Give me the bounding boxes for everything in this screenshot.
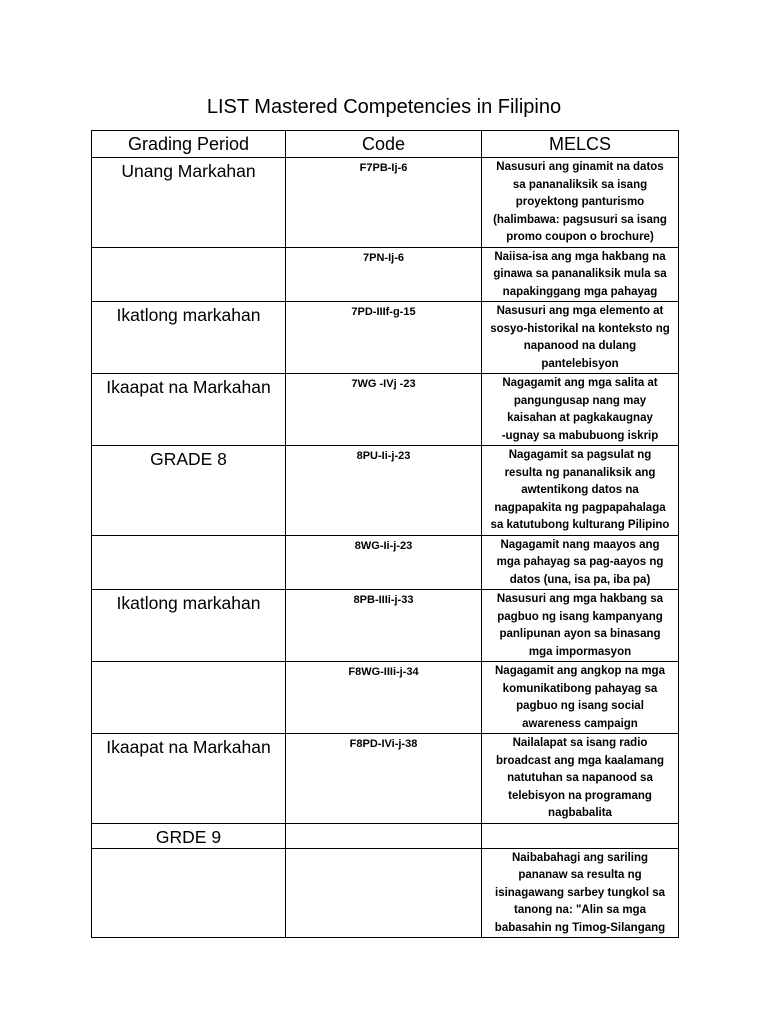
- page-title: LIST Mastered Competencies in Filipino: [206, 96, 562, 118]
- table-row: [92, 446, 679, 536]
- header-melcs: MELCS: [482, 131, 679, 158]
- melcs-line: nagpapakita ng pagpapahalaga: [494, 501, 666, 514]
- grading-period-cell: Unang Markahan: [92, 158, 286, 248]
- melcs-line: Nagagamit sa pagsulat ng: [508, 449, 652, 461]
- melcs-cell: [482, 662, 679, 734]
- table-header-row: [92, 131, 679, 158]
- melcs-line: Nagagamit nang maayos ang: [500, 538, 660, 551]
- table-row: [92, 590, 679, 662]
- melcs-line: (halimbawa: pagsusuri sa isang: [493, 213, 667, 226]
- code-cell: [286, 823, 482, 848]
- melcs-line: -ugnay sa mabubuong iskrip: [501, 429, 659, 442]
- code-cell: 8PB-IIIi-j-33: [286, 590, 482, 662]
- melcs-cell: [482, 848, 679, 938]
- melcs-line: mga impormasyon: [528, 645, 632, 658]
- melcs-line: proyektong panturismo: [515, 196, 645, 208]
- melcs-line: Naiisa-isa ang mga hakbang na: [494, 250, 666, 263]
- grading-period-cell: Ikatlong markahan: [92, 302, 286, 374]
- melcs-line: pagbuo ng isang social: [516, 700, 644, 712]
- melcs-line: panlipunan ayon sa binasang: [499, 628, 661, 640]
- grading-period-cell: Ikatlong markahan: [92, 590, 286, 662]
- melcs-line: pantelebisyon: [541, 357, 619, 370]
- melcs-line: napanood na dulang: [523, 340, 637, 352]
- melcs-line: datos (una, isa pa, iba pa): [509, 573, 651, 586]
- code-cell: F8WG-IIIi-j-34: [286, 662, 482, 734]
- melcs-cell: [482, 823, 679, 848]
- melcs-line: Nasusuri ang ginamit na datos: [496, 161, 664, 173]
- melcs-line: pananaw sa resulta ng: [518, 869, 642, 881]
- code-cell: 7WG -IVj -23: [286, 374, 482, 446]
- grading-period-cell: [92, 535, 286, 590]
- melcs-line: Nagagamit ang mga salita at: [502, 377, 658, 389]
- melcs-line: sosyo-historikal na konteksto ng: [490, 322, 670, 335]
- code-cell: 8PU-Ii-j-23: [286, 446, 482, 536]
- melcs-line: awareness campaign: [522, 717, 638, 730]
- melcs-cell: [482, 446, 679, 536]
- table-row: [92, 535, 679, 590]
- melcs-line: broadcast ang mga kaalamang: [495, 754, 665, 767]
- code-cell: 7PN-Ij-6: [286, 247, 482, 302]
- table-row: [92, 823, 679, 848]
- melcs-line: pagbuo ng isang kampanyang: [497, 610, 663, 623]
- grading-period-cell: Ikaapat na Markahan: [92, 734, 286, 824]
- table-row: [92, 302, 679, 374]
- melcs-line: sa pananaliksik sa isang: [512, 178, 648, 191]
- code-cell: [286, 848, 482, 938]
- melcs-line: pangungusap nang may: [513, 394, 647, 407]
- melcs-cell: [482, 374, 679, 446]
- table-row: [92, 158, 679, 248]
- grading-period-cell: [92, 247, 286, 302]
- melcs-line: Nagagamit ang angkop na mga: [495, 665, 665, 677]
- code-cell: 7PD-IIIf-g-15: [286, 302, 482, 374]
- melcs-line: nagbabalita: [548, 807, 612, 819]
- melcs-cell: [482, 535, 679, 590]
- grading-period-cell: GRADE 8: [92, 446, 286, 536]
- melcs-cell: [482, 302, 679, 374]
- table-row: [92, 734, 679, 824]
- code-cell: F8PD-IVi-j-38: [286, 734, 482, 824]
- table-body: [92, 158, 679, 938]
- melcs-line: sa katutubong kulturang Pilipino: [490, 519, 670, 531]
- melcs-line: ginawa sa pananaliksik mula sa: [493, 268, 667, 280]
- grading-period-cell: Ikaapat na Markahan: [92, 374, 286, 446]
- melcs-line: promo coupon o brochure): [506, 231, 654, 243]
- grading-period-cell: GRDE 9: [92, 823, 286, 848]
- melcs-line: tanong na: "Alin sa mga: [514, 904, 646, 916]
- melcs-cell: [482, 590, 679, 662]
- melcs-line: mga pahayag sa pag-aayos ng: [496, 556, 664, 568]
- code-cell: F7PB-Ij-6: [286, 158, 482, 248]
- melcs-line: babasahin ng Timog-Silangang: [494, 921, 666, 934]
- grading-period-cell: [92, 848, 286, 938]
- melcs-cell: [482, 158, 679, 248]
- melcs-line: telebisyon na programang: [508, 789, 652, 802]
- table-row: [92, 848, 679, 938]
- melcs-line: awtentikong datos na: [521, 484, 639, 496]
- melcs-line: isinagawang sarbey tungkol sa: [495, 886, 665, 899]
- table-row: [92, 374, 679, 446]
- code-cell: 8WG-Ii-j-23: [286, 535, 482, 590]
- melcs-line: Nasusuri ang mga elemento at: [496, 305, 664, 317]
- competencies-table: [91, 130, 679, 938]
- melcs-line: resulta ng pananaliksik ang: [504, 466, 656, 479]
- melcs-line: napakinggang mga pahayag: [502, 285, 658, 298]
- melcs-cell: [482, 734, 679, 824]
- table-row: [92, 247, 679, 302]
- header-code: Code: [286, 131, 482, 158]
- grading-period-cell: [92, 662, 286, 734]
- melcs-line: kaisahan at pagkakaugnay: [507, 412, 653, 424]
- header-grading-period: Grading Period: [92, 131, 286, 158]
- melcs-cell: [482, 247, 679, 302]
- melcs-line: Naibabahagi ang sariling: [511, 851, 649, 864]
- melcs-line: Nasusuri ang mga hakbang sa: [496, 593, 664, 605]
- melcs-line: komunikatibong pahayag sa: [502, 682, 658, 695]
- melcs-line: Nailalapat sa isang radio: [512, 737, 648, 749]
- melcs-line: natutuhan sa napanood sa: [507, 772, 653, 784]
- table-row: [92, 662, 679, 734]
